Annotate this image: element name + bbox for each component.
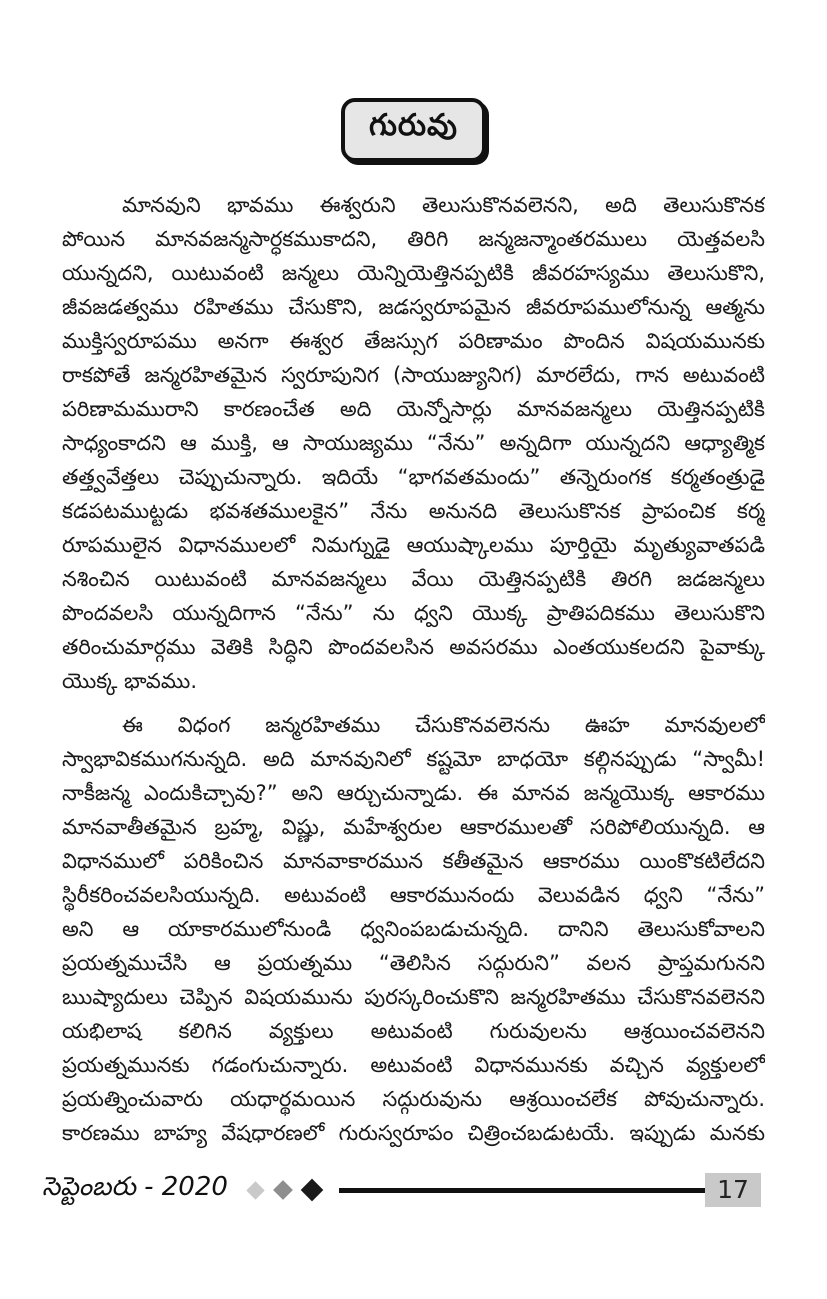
text-line: స్థిరీకరించవలసియున్నది. అటువంటి ఆకారమునందు వెలువడిన ధ్వని “నేను” — [62, 883, 765, 907]
text-line: ఋష్యాదులు చెప్పిన విషయమును పురస్కరించుకొని జన్మరహితము చేసుకొనవలెనని — [62, 985, 765, 1009]
title-area — [0, 0, 827, 162]
text-line: యొక్క భావము. — [62, 669, 198, 693]
text-line: పరిణామమురాని కారణంచేత అది యెన్నోసార్లు మానవజన్మలు యెత్తినప్పటికి — [62, 397, 765, 421]
text-line: అని ఆ యాకారములోనుండి ధ్వనింపబడుచున్నది. దానిని తెలుసుకోవాలని — [62, 917, 765, 941]
paragraph — [62, 188, 765, 698]
diamond-icon — [273, 1180, 293, 1200]
text-line: సాధ్యంకాదని ఆ ముక్తి, ఆ సాయుజ్యము “నేను” అన్నదిగా యున్నదని ఆధ్యాత్మిక — [62, 431, 765, 455]
text-line: యభిలాష కలిగిన వ్యక్తులు అటువంటి గురువులను ఆశ్రయించవలెనని — [62, 1019, 765, 1043]
text-line: నాకీజన్మ ఎందుకిచ్చావు?” అని ఆర్చుచున్నాడు. ఈ మానవ జన్మయొక్క ఆకారము — [62, 781, 765, 805]
text-line: ప్రయత్నమునకు గడంగుచున్నారు. అటువంటి విధానమునకు వచ్చిన వ్యక్తులలో — [62, 1053, 765, 1077]
text-line: తత్త్వవేత్తలు చెప్పుచున్నారు. ఇదియే “భాగవతమందు” తన్నెరుంగక కర్మతంత్రుడై — [62, 465, 765, 489]
text-line: మానవాతీతమైన బ్రహ్మ, విష్ణు, మహేశ్వరుల ఆకారములతో సరిపోలియున్నది. ఆ — [62, 815, 765, 839]
text-line: స్వాభావికముగనున్నది. అది మానవునిలో కష్టమో బాధయో కల్గినప్పుడు “స్వామీ! — [62, 747, 765, 771]
page-title: గురువు — [341, 98, 486, 162]
page-footer — [42, 1170, 761, 1210]
diamond-icon — [246, 1181, 264, 1199]
text-line: రూపములైన విధానములలో నిమగ్నుడై ఆయుష్కాలము పూర్తియై మృత్యువాతపడి — [62, 533, 765, 557]
text-line: జీవజడత్వము రహితము చేసుకొని, జడస్వరూపమైన జీవరూపములోనున్న ఆత్మను — [62, 295, 765, 319]
text-line: తరించుమార్గము వెతికి సిద్ధిని పొందవలసిన అవసరము ఎంతయుకలదని పైవాక్కు — [62, 635, 765, 659]
diamond-icon — [301, 1179, 324, 1202]
text-line: ఈ విధంగ జన్మరహితము చేసుకొనవలెనను ఊహ మానవులలో — [122, 713, 765, 737]
text-line: కడపటముట్టడు భవశతములకైన” నేను అనునది తెలుసుకొనక ప్రాపంచిక కర్మ — [62, 499, 765, 523]
text-line: మానవుని భావము ఈశ్వరుని తెలుసుకొనవలెనని, అది తెలుసుకొనక — [122, 193, 765, 217]
text-line: కారణము బాహ్య వేషధారణలో గురుస్వరూపం చిత్రించబడుటయే. ఇప్పుడు మనకు — [62, 1121, 765, 1145]
text-line: ముక్తిస్వరూపము అనగా ఈశ్వర తేజస్సుగ పరిణామం పొందిన విషయమునకు — [62, 329, 765, 353]
text-line: పోయిన మానవజన్మసార్ధకముకాదని, తిరిగి జన్మజన్మాంతరములు యెత్తవలసి — [62, 227, 765, 251]
text-line: ప్రయత్నించువారు యధార్థమయిన సద్గురువును ఆశ్రయించలేక పోవుచున్నారు. — [62, 1087, 765, 1111]
footer-issue-label: సెప్టెంబరు - 2020 — [42, 1172, 228, 1202]
text-line: యున్నదని, యిటువంటి జన్మలు యెన్నియెత్తినప్పటికి జీవరహస్యము తెలుసుకొని, — [62, 261, 765, 285]
text-line: ప్రయత్నముచేసి ఆ ప్రయత్నము “తెలిసిన సద్గురుని” వలన ప్రాప్తమగునని — [62, 951, 765, 975]
paragraph — [62, 708, 765, 1150]
text-line: విధానములో పరికించిన మానవాకారమున కతీతమైన ఆకారము యింకొకటిలేదని — [62, 849, 765, 873]
text-line: పొందవలసి యున్నదిగాన “నేను” ను ధ్వని యొక్క ప్రాతిపదికము తెలుసుకొని — [62, 601, 765, 625]
text-line: నశించిన యిటువంటి మానవజన్మలు వేయి యెత్తినప్పటికి తిరగి జడజన్మలు — [62, 567, 765, 591]
article-body — [62, 188, 765, 1150]
text-line: రాకపోతే జన్మరహితమైన స్వరూపునిగ (సాయుజ్యునిగ) మారలేదు, గాన అటువంటి — [62, 363, 765, 387]
footer-rule — [339, 1188, 705, 1193]
page-number: 17 — [705, 1173, 761, 1207]
